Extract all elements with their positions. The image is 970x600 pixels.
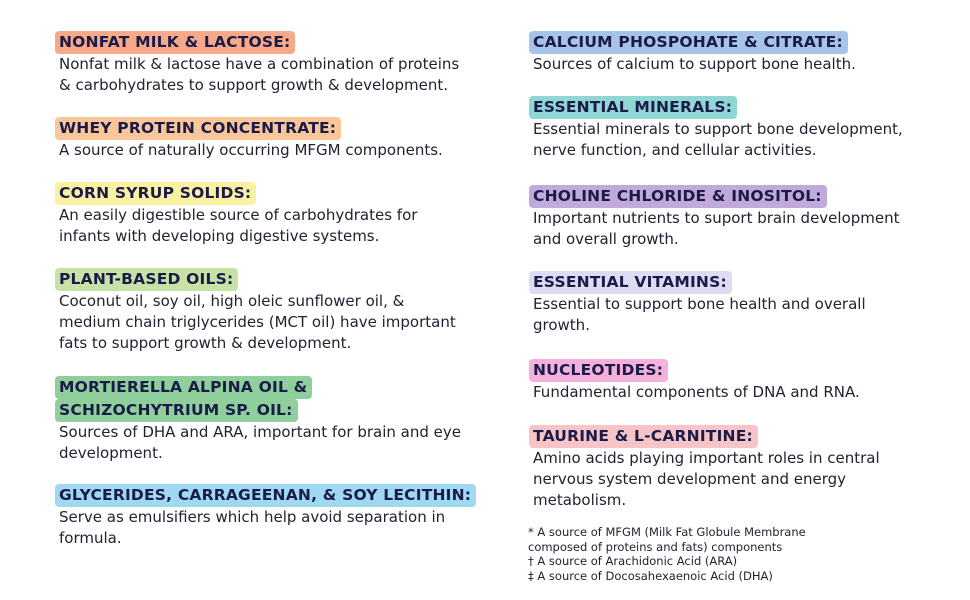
ingredient-description: Important nutrients to suport brain development and overall growth. [533,209,900,248]
ingredient-description: Fundamental components of DNA and RNA. [533,383,860,401]
ingredient-heading: ESSENTIAL MINERALS: [529,96,737,119]
ingredient-entry [55,484,476,549]
ingredient-entry [55,117,443,161]
ingredient-description: Serve as emulsifiers which help avoid separation in formula. [59,508,446,547]
ingredient-heading: NONFAT MILK & LACTOSE: [55,31,295,54]
ingredient-entry [529,185,900,250]
ingredient-heading: CALCIUM PHOSPOHATE & CITRATE: [529,31,848,54]
ingredient-heading: CHOLINE CHLORIDE & INOSITOL: [529,185,827,208]
ingredient-entry [55,376,461,464]
ingredient-heading: TAURINE & L-CARNITINE: [529,425,758,448]
ingredient-description: Coconut oil, soy oil, high oleic sunflower oil, & medium chain triglycerides (MCT oil) have important fats to support growth & development. [59,292,456,352]
ingredient-description: Essential minerals to support bone development, nerve function, and cellular activities. [533,120,903,159]
ingredient-description: Nonfat milk & lactose have a combination of proteins & carbohydrates to support growth & development. [59,55,460,94]
ingredient-heading: SCHIZOCHYTRIUM SP. OIL: [55,399,298,422]
ingredient-description: Amino acids playing important roles in central nervous system development and energy metabolism. [533,449,880,509]
ingredient-heading: PLANT-BASED OILS: [55,268,238,291]
ingredient-description: An easily digestible source of carbohydrates for infants with developing digestive systems. [59,206,418,245]
ingredient-heading: MORTIERELLA ALPINA OIL & [55,376,312,399]
ingredient-description: Sources of DHA and ARA, important for brain and eye development. [59,423,461,462]
ingredient-description: A source of naturally occurring MFGM components. [59,141,443,159]
ingredient-entry [55,31,459,96]
ingredient-heading: GLYCERIDES, CARRAGEENAN, & SOY LECITHIN: [55,484,476,507]
footnotes: * A source of MFGM (Milk Fat Globule Membrane composed of proteins and fats) components † A source of Arachidonic Acid (ARA) ‡ A source of Docosahexaenoic Acid (DHA) [528,525,806,583]
ingredient-heading: CORN SYRUP SOLIDS: [55,182,256,205]
ingredient-description: Essential to support bone health and overall growth. [533,295,866,334]
ingredient-heading: ESSENTIAL VITAMINS: [529,271,732,294]
ingredient-entry [529,96,903,161]
ingredient-description: Sources of calcium to support bone health. [533,55,856,73]
ingredient-entry [529,31,856,75]
ingredient-heading: WHEY PROTEIN CONCENTRATE: [55,117,341,140]
ingredient-entry [55,182,417,247]
ingredient-heading: NUCLEOTIDES: [529,359,668,382]
ingredient-entry [529,271,866,336]
ingredient-entry [529,425,880,511]
ingredient-entry [529,359,860,403]
ingredient-entry [55,268,456,354]
